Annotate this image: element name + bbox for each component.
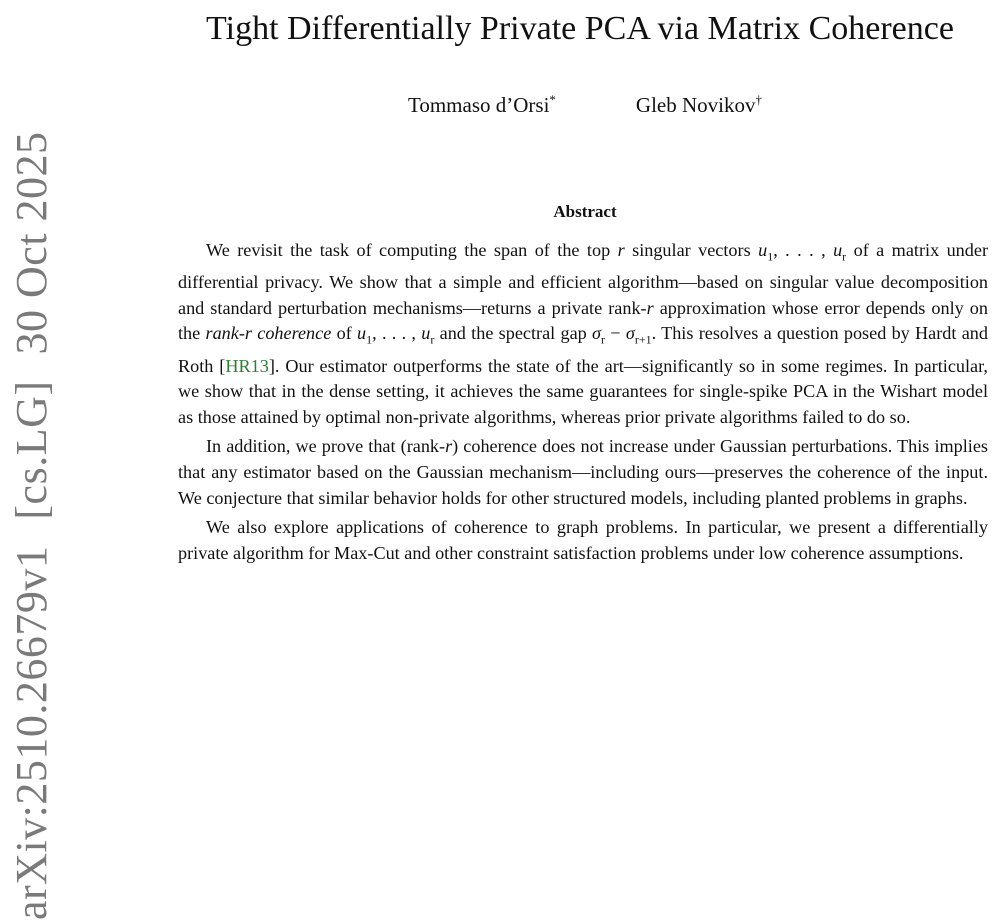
author-list bbox=[180, 92, 990, 118]
author-name: Gleb Novikov bbox=[635, 93, 756, 117]
abstract-paragraph: We revisit the task of computing the span of the top r singular vectors $u_1$, . . . , $u_r$ of a matrix under differential privacy. We show that a simple and efficient algorithm—based on singular value decomposition and standard perturbation mechanisms—returns a private rank-r approximation whose error depends only on the rank-r coherence of $u_1$, . . . , $u_r$ and the spectral gap $\sigma_r - \sigma_{r+1}$. This resolves a question posed by Hardt and Roth [HR13]. Our estimator outperforms the state of the art—significantly so in some regimes. In particular, we show that in the dense setting, it achieves the same guarantees for single-spike PCA in the Wishart model as those attained by optimal non-private algorithms, whereas prior private algorithms failed to do so. bbox=[178, 240, 989, 427]
author bbox=[636, 92, 762, 118]
emphasis: rank-r coherence bbox=[205, 323, 332, 344]
arxiv-date: 30 Oct 2025 bbox=[7, 131, 56, 355]
abstract-paragraph: We also explore applications of coherence to graph problems. In particular, we present a differentially private algorithm for Max-Cut and other constraint satisfaction problems under low coherence assumptions. bbox=[178, 517, 988, 563]
abstract-body bbox=[178, 238, 988, 570]
author-mark: † bbox=[755, 92, 762, 107]
author-name: Tommaso d’Orsi bbox=[407, 93, 550, 117]
arxiv-category: [cs.LG] bbox=[7, 380, 56, 520]
author-mark: * bbox=[549, 92, 556, 107]
paper-title: Tight Differentially Private PCA via Matrix Coherence bbox=[206, 10, 954, 47]
abstract-paragraph: In addition, we prove that (rank-r) coherence does not increase under Gaussian perturbations. This implies that any estimator based on the Gaussian mechanism—including ours—preserves the coherence of the input. We conjecture that similar behavior holds for other structured models, including planted problems in graphs. bbox=[178, 436, 989, 508]
arxiv-id: arXiv:2510.26679v1 bbox=[7, 545, 56, 920]
arxiv-stamp bbox=[6, 131, 57, 920]
abstract-heading: Abstract bbox=[553, 202, 617, 221]
citation-link[interactable]: HR13 bbox=[225, 355, 269, 376]
author bbox=[408, 92, 556, 118]
